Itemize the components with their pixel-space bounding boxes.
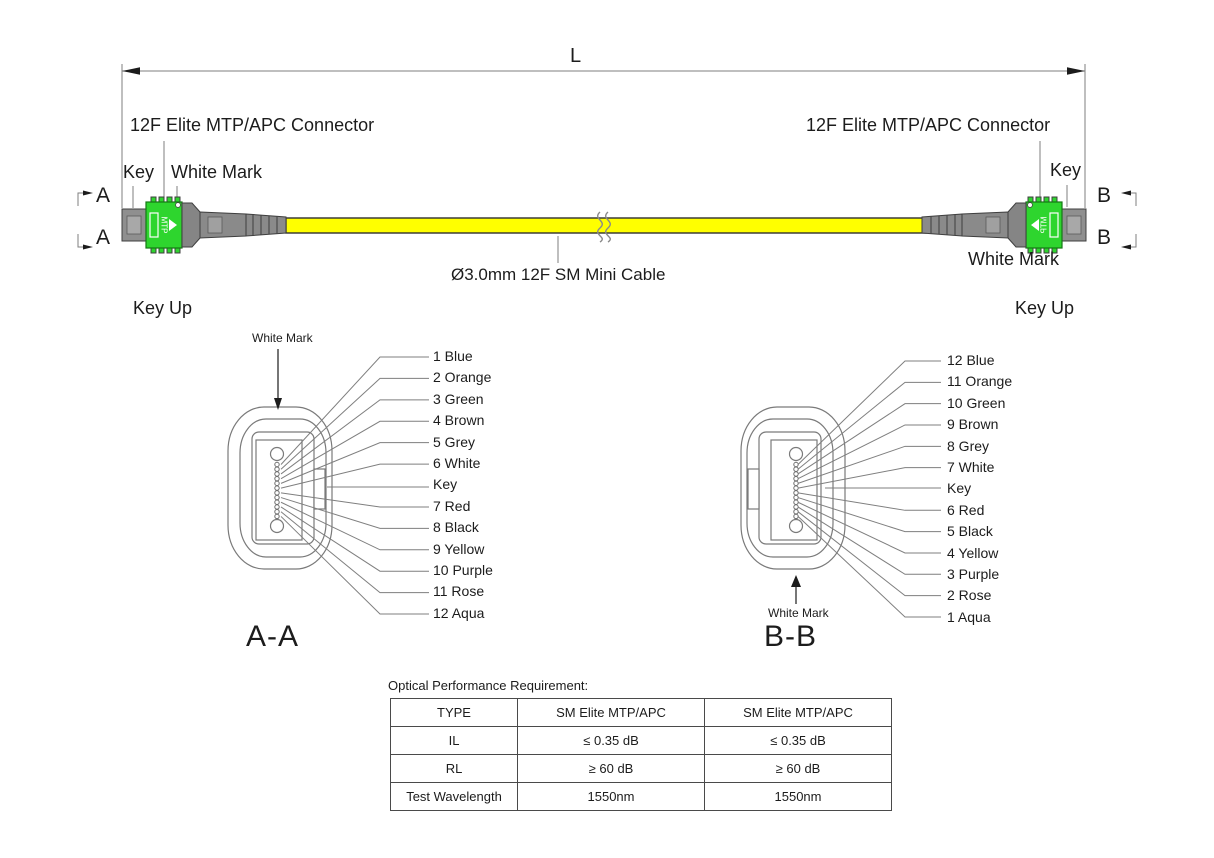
performance-table [390,698,892,811]
mtp-logo-text: MTP [159,216,169,234]
table-cell: RL [391,755,518,783]
connector-housing [146,197,182,253]
fiber-leader-lines-b [798,361,941,617]
table-cell: 1550nm [518,783,705,811]
boot [200,212,246,238]
key-label-right: Key [1050,160,1082,180]
length-dimension-label: L [570,45,582,67]
collar [182,203,200,247]
section-letter-b-top: B [1097,184,1112,207]
white-mark-label-section-a: White Mark [252,331,313,345]
section-letter-b-bottom: B [1097,226,1112,249]
table-cell: ≤ 0.35 dB [518,727,705,755]
fiber-label: 12 Blue [947,352,995,368]
key-label-left: Key [123,162,155,182]
white-mark-label-right: White Mark [968,249,1060,269]
fiber-label: 3 Green [433,390,484,407]
boot-ridged [246,214,286,236]
fiber-label: 2 Rose [947,587,992,604]
table-row [391,755,892,783]
fiber-label: 9 Brown [947,416,999,433]
section-title-a: A-A [246,620,300,653]
table-cell: Test Wavelength [391,783,518,811]
fiber-label: 7 Red [433,497,471,514]
fiber-label: 1 Aqua [947,608,991,625]
fiber-label-list-a [433,346,493,624]
mtp-logo-text: MTP [1039,216,1049,234]
table-cell: ≤ 0.35 dB [705,727,892,755]
fiber-label: 8 Black [433,519,479,536]
key-up-label-right: Key Up [1015,298,1075,318]
fiber-label: Key [947,480,972,497]
fiber-label: 4 Brown [433,412,485,429]
fiber-label: 3 Purple [947,565,1000,582]
table-cell: SM Elite MTP/APC [705,699,892,727]
fiber-label: 5 Black [947,523,993,540]
white-mark-dot [1028,203,1033,208]
key-up-label-left: Key Up [133,298,193,318]
table-cell: 1550nm [705,783,892,811]
fiber-label: 6 Red [947,501,985,518]
white-mark-label-left: White Mark [171,162,263,182]
fiber-label: 11 Orange [947,373,1013,390]
table-cell: ≥ 60 dB [518,755,705,783]
performance-table-title: Optical Performance Requirement: [388,678,589,693]
fiber-label: 10 Purple [433,561,493,578]
fiber-label: 2 Orange [433,369,492,386]
cable-label: Ø3.0mm 12F SM Mini Cable [451,265,666,284]
fiber-label: 7 White [947,458,995,475]
dimension-arrow-left [122,67,140,75]
table-cell: TYPE [391,699,518,727]
fiber-label: 12 Aqua [433,604,485,621]
fiber-label: 5 Grey [433,433,476,450]
fiber-dots-a [275,462,279,518]
fiber-dots-b [794,462,798,518]
key-notch-a [314,469,325,509]
white-mark-label-section-b: White Mark [768,606,829,620]
connector-label-left: 12F Elite MTP/APC Connector [130,115,375,135]
mtp-connector-right [922,197,1086,253]
table-row [391,783,892,811]
fiber-label: Key [433,476,458,493]
leader-lines [133,141,1067,263]
fiber-label: 8 Grey [947,437,990,454]
fiber-label: 9 Yellow [433,540,485,557]
white-mark-dot [176,203,181,208]
fiber-label: 4 Yellow [947,544,999,561]
fiber-leader-lines-a [281,357,429,614]
connector-label-right: 12F Elite MTP/APC Connector [806,115,1051,135]
fiber-label: 10 Green [947,394,1006,411]
table-row [391,699,892,727]
cross-section-a [228,407,332,569]
white-mark-arrow-a [274,349,282,410]
fiber-label: 6 White [433,454,481,471]
section-title-b: B-B [764,620,818,653]
table-row [391,727,892,755]
fiber-label: 11 Rose [433,583,485,600]
table-cell: SM Elite MTP/APC [518,699,705,727]
dimension-line [122,64,1085,208]
key-notch-b [748,469,759,509]
mtp-connector-left [122,197,286,253]
section-letter-a-bottom: A [96,226,111,249]
fiber-label: 1 Blue [433,348,473,364]
dimension-arrow-right [1067,67,1085,75]
white-mark-arrow-b [791,575,801,604]
table-cell: IL [391,727,518,755]
table-cell: ≥ 60 dB [705,755,892,783]
section-letter-a-top: A [96,184,111,207]
fiber-label-list-b [947,350,1012,628]
